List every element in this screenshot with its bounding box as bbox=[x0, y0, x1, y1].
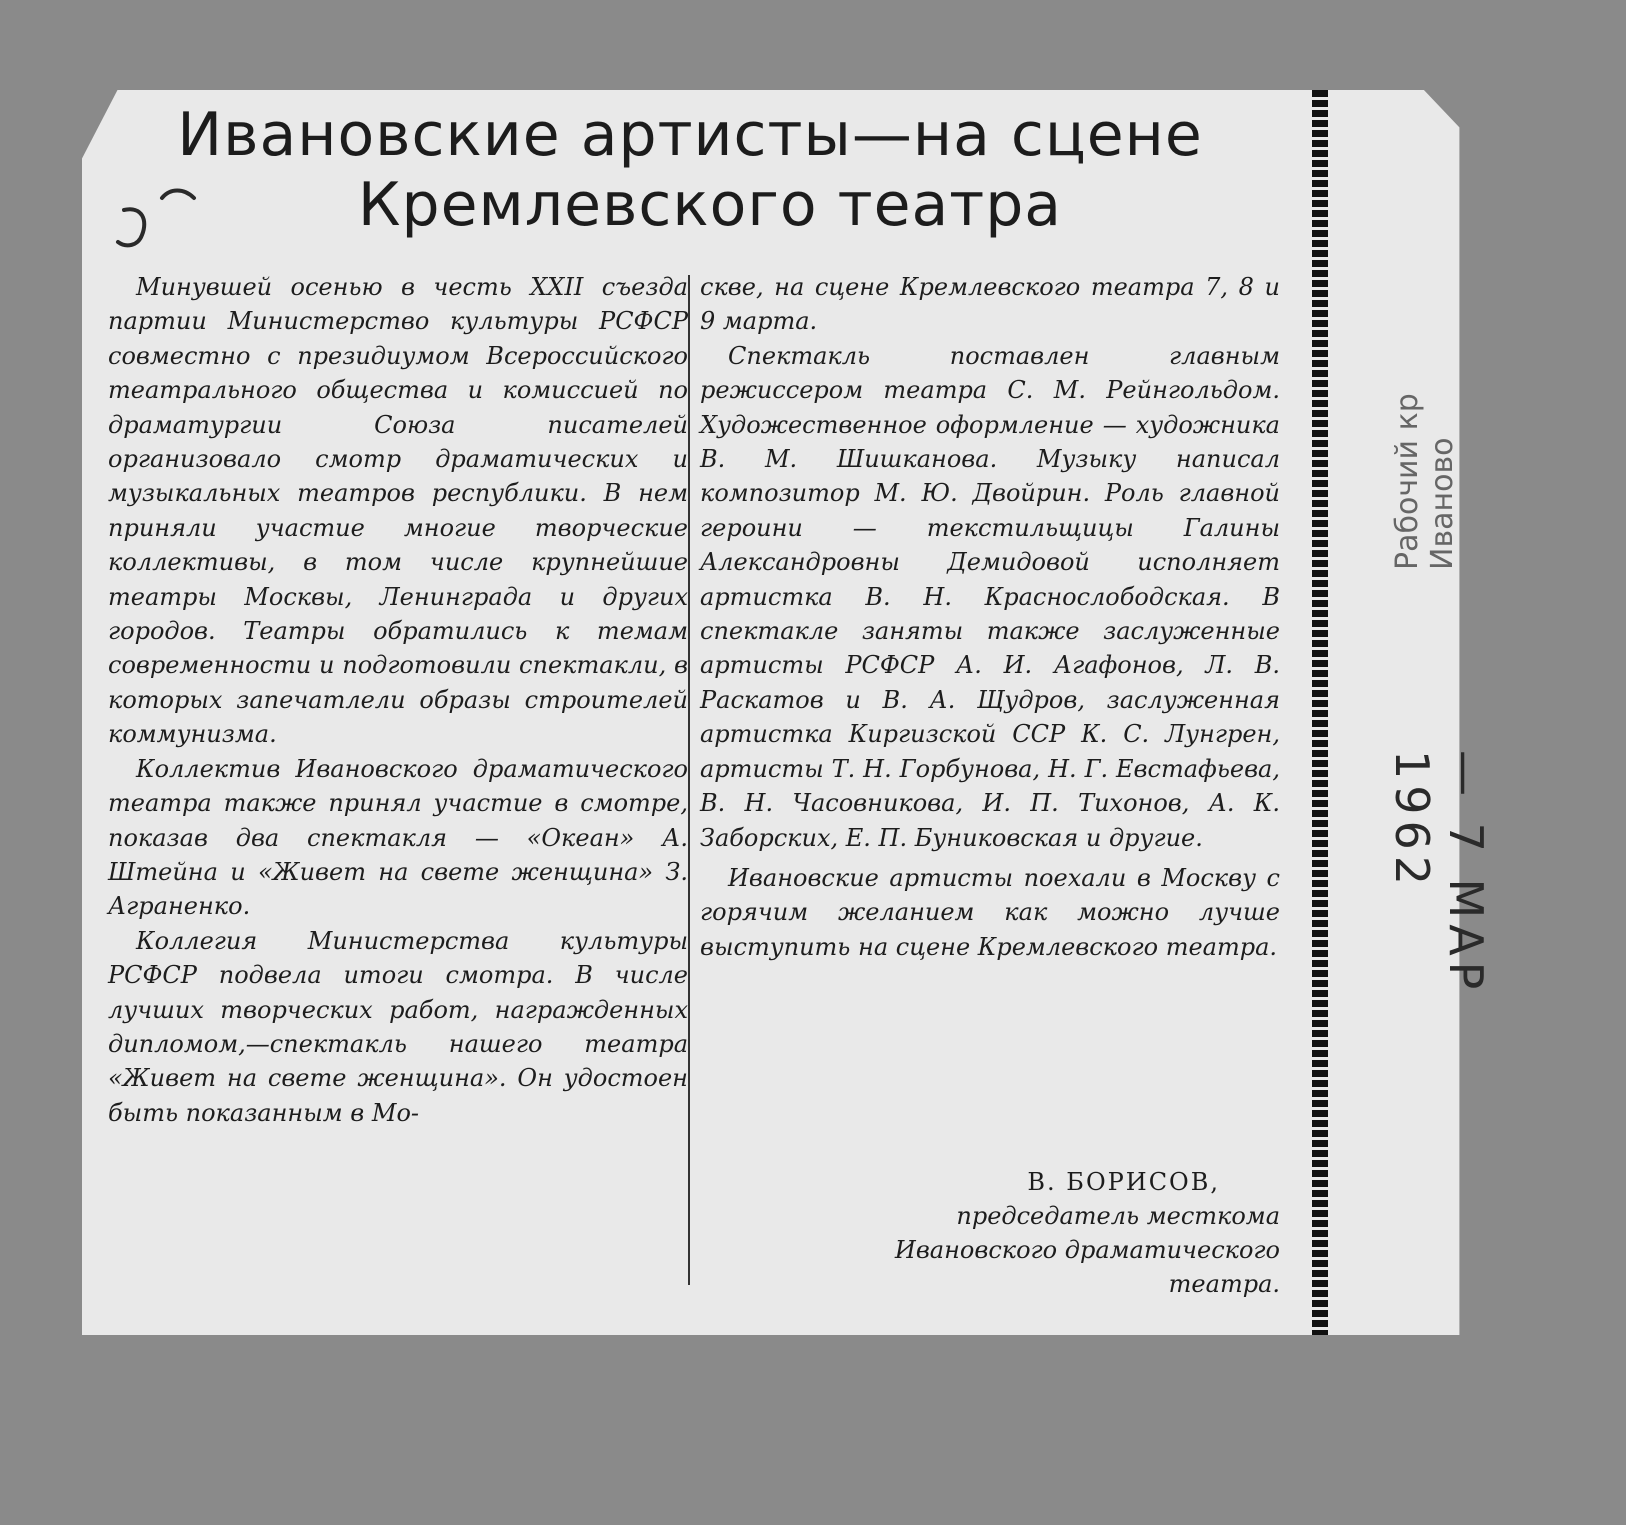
paragraph-3-continued: скве, на сцене Кремлевского театра 7, 8 и 9 марта. bbox=[700, 273, 1280, 336]
paragraph-3: Коллегия Министерства культуры РСФСР подвела итоги смотра. В числе лучших творческих работ, награжденных дипломом,—спектакль нашего театра «Живет на свете женщина». Он удостоен быть показанным в Мо- bbox=[108, 926, 688, 1127]
author-name: В. БОРИСОВ, bbox=[1027, 1168, 1220, 1196]
author-signature bbox=[700, 1165, 1280, 1301]
source-stamp-line-2: Иваново bbox=[1425, 437, 1460, 570]
headline-line-2: Кремлевского театра bbox=[357, 170, 1063, 240]
author-title-line-3: театра. bbox=[1168, 1270, 1280, 1298]
paragraph-1: Минувшей осенью в честь XXII съезда партии Министерство культуры РСФСР совместно с президиумом Всероссийского театрального общества и комиссией по драматургии Союза писателей организовало смотр драматических и музыкальных театров республики. В нем приняли участие многие творческие коллективы, в том числе крупнейшие театры Москвы, Ленинграда и других городов. Театры обратились к темам современности и подготовили спектакли, в которых запечатлели образы строителей коммунизма. bbox=[108, 273, 688, 749]
paragraph-2: Коллектив Ивановского драматического театра также принял участие в смотре, показав два спектакля — «Океан» А. Штейна и «Живет на свете женщина» З. Аграненко. bbox=[108, 754, 688, 921]
article-column-right bbox=[700, 270, 1280, 964]
article-column-left bbox=[108, 270, 688, 1130]
article-headline bbox=[110, 100, 1270, 240]
date-stamp: — 7 МАР 1962 bbox=[1385, 750, 1493, 996]
author-title-line-1: председатель месткома bbox=[956, 1202, 1280, 1230]
author-title-line-2: Ивановского драматического bbox=[894, 1236, 1280, 1264]
source-stamp-line-1: Рабочий кр bbox=[1390, 393, 1425, 570]
pencil-mark-icon bbox=[112, 180, 202, 260]
column-divider bbox=[688, 275, 690, 1285]
perforated-edge bbox=[1312, 90, 1328, 1335]
paragraph-4: Спектакль поставлен главным режиссером театра С. М. Рейнгольдом. Художественное оформление — художника В. М. Шишканова. Музыку написал композитор М. Ю. Двойрин. Роль главной героини — текстильщицы Галины Александровны Демидовой исполняет артистка В. Н. Краснослободская. В спектакле заняты также заслуженные артисты РСФСР А. И. Агафонов, Л. В. Раскатов и В. А. Щудров, заслуженная артистка Киргизской ССР К. С. Лунгрен, артисты Т. Н. Горбунова, Н. Г. Евстафьева, В. Н. Часовникова, И. П. Тихонов, А. К. Заборских, Е. П. Буниковская и другие. bbox=[700, 341, 1280, 852]
paragraph-5: Ивановские артисты поехали в Москву с горячим желанием как можно лучше выступить на сцене Кремлевского театра. bbox=[700, 863, 1280, 961]
source-stamp bbox=[1390, 270, 1510, 570]
headline-line-1: Ивановские артисты—на сцене bbox=[177, 100, 1203, 170]
